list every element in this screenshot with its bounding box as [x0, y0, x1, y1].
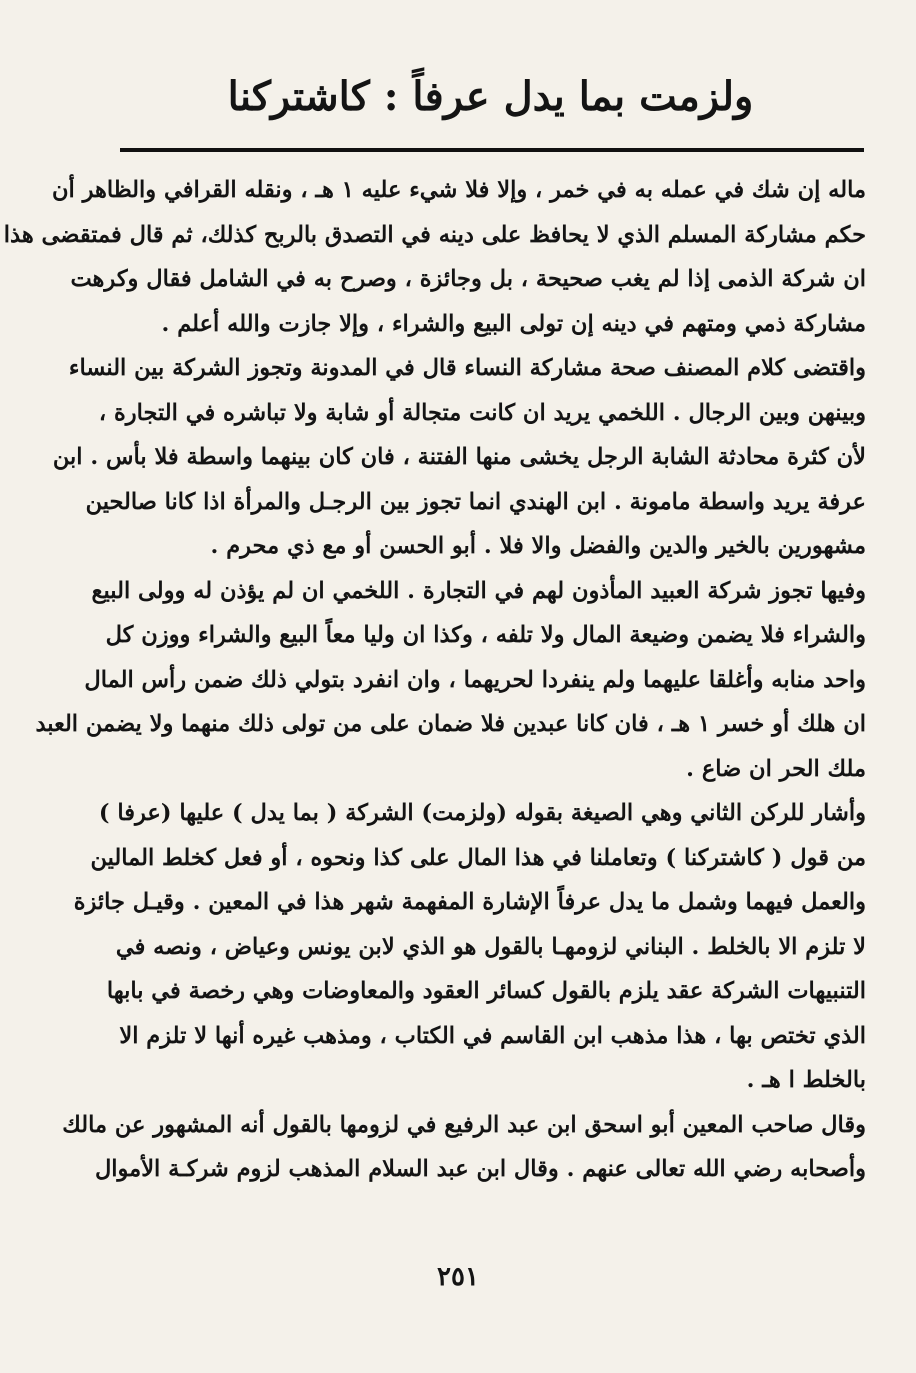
text-line: واقتضى كلام المصنف صحة مشاركة النساء قال في المدونة وتجوز الشركة بين النساء — [68, 355, 866, 381]
text-line: والعمل فيهما وشمل ما يدل عرفاً الإشارة المفهمة شهر هذا في المعين . وقيـل جائزة — [73, 889, 866, 915]
text-line: لأن كثرة محادثة الشابة الرجل يخشى منها الفتنة ، فان كان بينهما واسطة فلا بأس . ابن — [52, 444, 866, 470]
text-line: واحد منابه وأغلقا عليهما ولم ينفردا لحريهما ، وان انفرد بتولي ذلك ضمن رأس المال — [84, 666, 866, 693]
text-line: ماله إن شك في عمله به في خمر ، وإلا فلا شيء عليه ١ هـ ، ونقله القرافي والظاهر أن — [51, 177, 866, 203]
text-line: التنبيهات الشركة عقد يلزم بالقول كسائر العقود والمعاوضات وهي رخصة في بابها — [106, 978, 866, 1004]
text-line: حكم مشاركة المسلم الذي لا يحافظ على دينه في التصدق بالربح كذلك، ثم قال فمتقضى هذا — [3, 221, 866, 248]
text-line: ان شركة الذمى إذا لم يغب صحيحة ، بل وجائزة ، وصرح به في الشامل فقال وكرهت — [70, 266, 866, 292]
text-line: مشهورين بالخير والدين والفضل والا فلا . أبو الحسن أو مع ذي محرم . — [210, 533, 866, 559]
text-line: من قول ( كاشتركنا ) وتعاملنا في هذا المال على كذا ونحوه ، أو فعل كخلط المالين — [90, 844, 866, 871]
text-line: والشراء فلا يضمن وضيعة المال ولا تلفه ، وكذا ان وليا معاً البيع والشراء ووزن كل — [105, 622, 866, 648]
text-line: مشاركة ذمي ومتهم في دينه إن تولى البيع والشراء ، وإلا جازت والله أعلم . — [161, 310, 866, 337]
body-text — [3, 168, 866, 1192]
text-line: لا تلزم الا بالخلط . البناني لزومهـا بالقول هو الذي لابن يونس وعياض ، ونصه في — [115, 933, 866, 960]
page-number: ٢٥١ — [437, 1262, 479, 1292]
header-rule — [120, 148, 864, 152]
text-line: وأصحابه رضي الله تعالى عنهم . وقال ابن عبد السلام المذهب لزوم شركـة الأموال — [94, 1156, 866, 1182]
text-line: وفيها تجوز شركة العبيد المأذون لهم في التجارة . اللخمي ان لم يؤذن له وولى البيع — [91, 577, 866, 604]
text-line: ان هلك أو خسر ١ هـ ، فان كانا عبدين فلا ضمان على من تولى ذلك منهما ولا يضمن العبد — [35, 711, 866, 737]
text-line: وقال صاحب المعين أبو اسحق ابن عبد الرفيع في لزومها بالقول أنه المشهور عن مالك — [62, 1111, 866, 1138]
text-line: بالخلط ا هـ . — [746, 1067, 866, 1093]
text-line: وبينهن وبين الرجال . اللخمي يريد ان كانت متجالة أو شابة ولا تباشره في التجارة ، — [98, 399, 866, 426]
text-line: عرفة يريد واسطة مامونة . ابن الهندي انما تجوز بين الرجـل والمرأة اذا كانا صالحين — [85, 488, 866, 515]
page-header-title: ولزمت بما يدل عرفاً : كاشتركنا — [227, 73, 754, 120]
text-line: وأشار للركن الثاني وهي الصيغة بقوله (ولزمت) الشركة ( بما يدل ) عليها (عرفا ) — [98, 800, 866, 826]
text-line: ملك الحر ان ضاع . — [686, 755, 866, 782]
text-line: الذي تختص بها ، هذا مذهب ابن القاسم في الكتاب ، ومذهب غيره أنها لا تلزم الا — [119, 1022, 866, 1049]
